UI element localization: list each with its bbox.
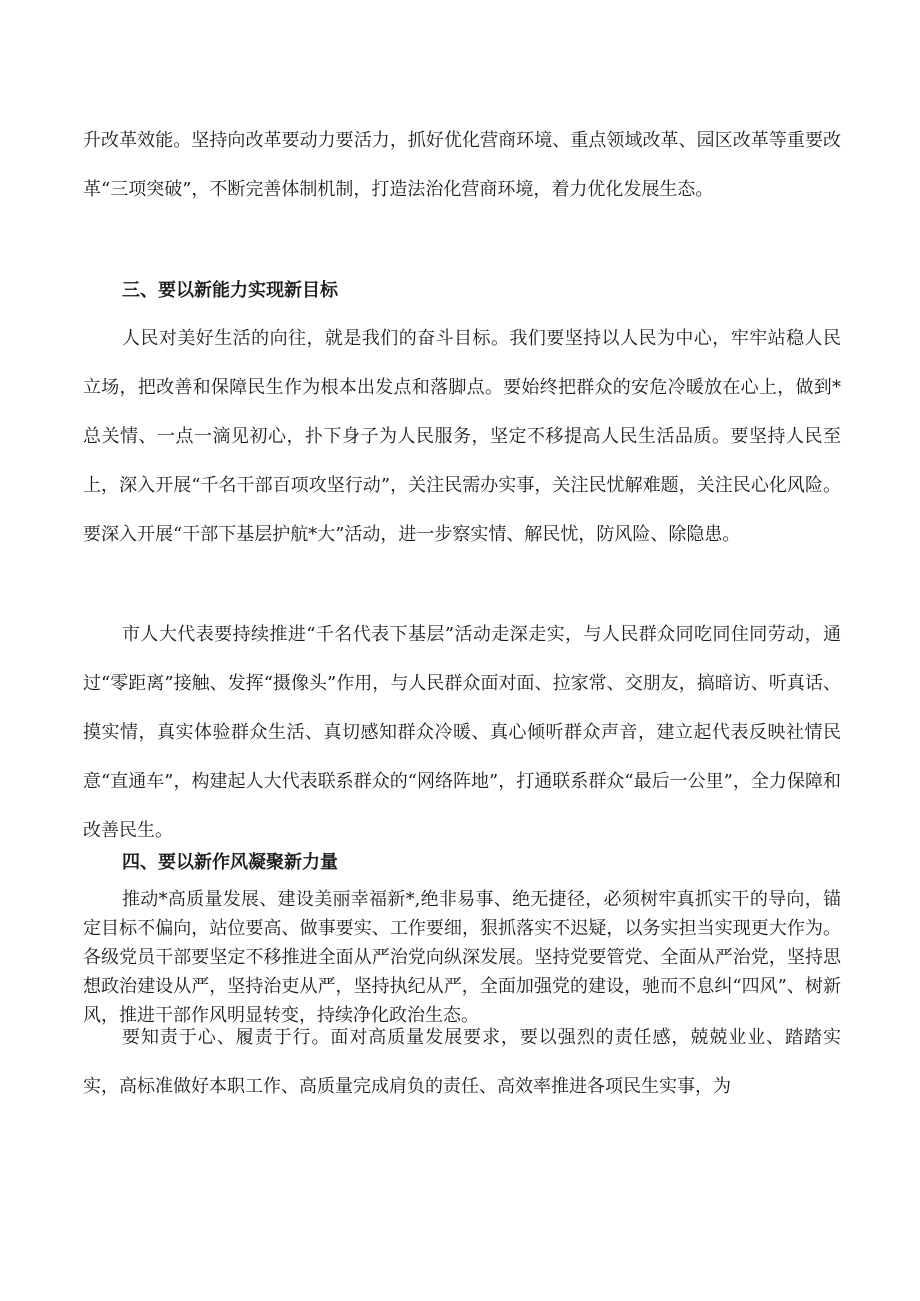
section-heading-3: 三、要以新能力实现新目标: [122, 280, 338, 301]
paragraph-people: 人民对美好生活的向往，就是我们的奋斗目标。我们要坚持以人民为中心，牢牢站稳人民立场，把改善和保障民生作为根本出发点和落脚点。要始终把群众的安危冷暖放在心上，做到*总关情、一点一滴见初心，扑下身子为人民服务，坚定不移提高人民生活品质。要坚持人民至上，深入开展“千名干部百项攻坚行动”，关注民需办实事，关注民忧解难题，关注民心化风险。要深入开展“干部下基层护航*大”活动，进一步察实情、解民忧，防风险、除隐患。: [83, 328, 841, 545]
paragraph-reform-continued: 升改革效能。坚持向改革要动力要活力，抓好优化营商环境、重点领域改革、园区改革等重要改革“三项突破”，不断完善体制机制，打造法治化营商环境，着力优化发展生态。: [83, 130, 841, 200]
paragraph-style: 推动*高质量发展、建设美丽幸福新*,绝非易事、绝无捷径，必须树牢真抓实干的导向，锚定目标不偏向，站位要高、做事要实、工作要细，狠抓落实不迟疑，以务实担当实现更大作为。各级党员干部要坚定不移推进全面从严治党向纵深发展。坚持党要管党、全面从严治党，坚持思想政治建设从严，坚持治吏从严，坚持执纪从严，全面加强党的建设，驰而不息纠“四风”、树新风，推进干部作风明显转变，持续净化政治生态。: [83, 889, 841, 1026]
section-heading-4: 四、要以新作风凝聚新力量: [122, 852, 338, 873]
paragraph-duty: 要知责于心、履责于行。面对高质量发展要求，要以强烈的责任感，兢兢业业、踏踏实实，高标准做好本职工作、高质量完成肩负的责任、高效率推进各项民生实事，为: [83, 1027, 841, 1097]
paragraph-deputies: 市人大代表要持续推进“千名代表下基层”活动走深走实，与人民群众同吃同住同劳动，通过“零距离”接触、发挥“摄像头”作用，与人民群众面对面、拉家常、交朋友，搞暗访、听真话、摸实情，真实体验群众生活、真切感知群众冷暖、真心倾听群众声音，建立起代表反映社情民意“直通车”，构建起人大代表联系群众的“网络阵地”，打通联系群众“最后一公里”，全力保障和改善民生。: [83, 624, 841, 841]
